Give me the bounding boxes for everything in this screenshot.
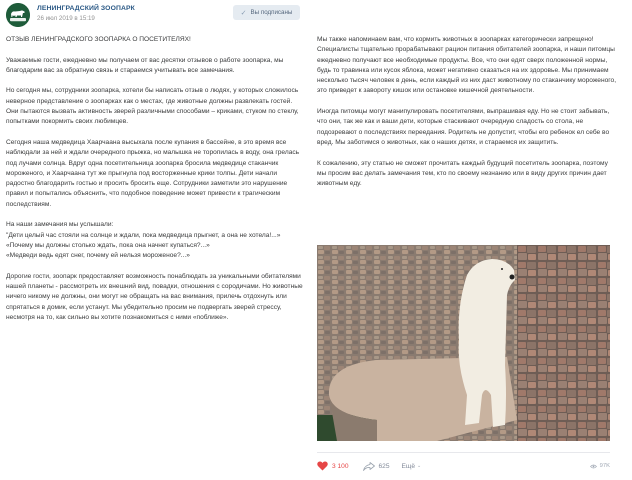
- post-paragraph: Специалисты тщательно прорабатывают рацион питания обитателей зоопарка, и наши питомцы ежедневно получают все необходимые продукты. Все, что они едят сверх положенной нормы, будь то травинка или кусок яблока, может негативно сказаться на их здоровье. Мы принимаем несколько тысяч человек в день, если каждый из них даст животному по стаканчику мороженого, это приведет к завороту кишок или остановке кишечной деятельности.: [317, 46, 617, 95]
- post-photo[interactable]: [317, 245, 610, 441]
- visitor-quote: «Медведи ведь едят снег, почему ей нельзя мороженое?...»: [6, 252, 190, 260]
- check-icon: ✓: [240, 9, 247, 17]
- like-count: 3 100: [332, 462, 349, 470]
- more-label: Ещё: [401, 462, 416, 470]
- remarks-heading: На наши замечания мы услышали:: [6, 221, 114, 229]
- views-count: 97K: [599, 463, 610, 469]
- post-text-left-column: [6, 35, 306, 334]
- visitor-quote: «Почему мы должны столько ждать, пока она начнет купаться?...»: [6, 241, 210, 249]
- visitor-quote: "Дети целый час стояли на солнце и ждали, пока медведица прыгнет, а она не хотела!...»: [6, 231, 281, 239]
- post-date[interactable]: 26 июл 2019 в 15:19: [37, 15, 95, 22]
- share-arrow-icon: [363, 462, 375, 471]
- post-paragraph: Сегодня наша медведица Хаарчаана высыхала после купания в бассейне, в это время все наблюдали за ней и ждали очередного прыжка, но малышка не торопилась в воду, она грелась под лучами солнца. Вдруг одна посетительница зоопарка бросила медведице стаканчик мороженого, и Хаарчаана тут же прыгнула под восторженные крики толпы. Дети начали радостно благодарить гостью и просить бросить еще. Сотрудники заметили это нарушение правил и попытались объяснить, что подобное поведение может привести к трагическим последствиям.: [6, 138, 300, 208]
- post-actions-bar: [317, 458, 610, 474]
- share-count: 625: [378, 462, 390, 470]
- avatar[interactable]: [6, 3, 30, 27]
- subscribed-button[interactable]: [233, 5, 300, 20]
- post-paragraph: Но сегодня мы, сотрудники зоопарка, хотели бы написать отзыв о людях, у которых сложилось неверное представление о зоопарках как о местах, где животные должны развлекать гостей. Они пытаются вызвать активность зверей различными способами – криками, стуком по стеклу, попытками покормить своих любимцев.: [6, 87, 299, 126]
- actions-divider: [317, 452, 610, 453]
- post-text-right-column: [317, 35, 617, 200]
- group-name-link[interactable]: ЛЕНИНГРАДСКИЙ ЗООПАРК: [37, 5, 135, 12]
- post-paragraph: К сожалению, эту статью не сможет прочитать каждый будущий посетитель зоопарка, поэтому мы просим вас делать замечания тем, кто по своему незнанию или в виду других причин дает животным еду.: [317, 159, 608, 188]
- eye-icon: [590, 464, 597, 469]
- subscribed-label: Вы подписаны: [250, 9, 293, 16]
- post-header: [0, 0, 632, 30]
- post-paragraph: Мы также напоминаем вам, что кормить животных в зоопарках категорически запрещено!: [317, 36, 594, 43]
- more-button[interactable]: [402, 463, 422, 470]
- views-counter: [590, 463, 610, 469]
- post-paragraph: Уважаемые гости, ежедневно мы получаем от вас десятки отзывов о работе зоопарка, мы благодарим вас за обратную связь и стараемся учитывать все замечания.: [6, 56, 284, 74]
- like-button[interactable]: [317, 461, 349, 471]
- polar-bear-photo-icon: [317, 245, 610, 441]
- post-paragraph: Иногда питомцы могут манипулировать посетителями, выпрашивая еду. Но не стоит забывать, что они, так же как и ваши дети, которые стаскивают очередную сладость со стола, не подозревают о последствиях переедания. Родитель не допустит, чтобы его ребенок ел себе во вред. Мы заботимся о животных, как о наших детях, и стараемся их защитить.: [317, 108, 610, 146]
- polar-bear-logo-icon: [6, 3, 30, 27]
- post-title: ОТЗЫВ ЛЕНИНГРАДСКОГО ЗООПАРКА О ПОСЕТИТЕЛЯХ!: [6, 36, 191, 43]
- post-paragraph: Дорогие гости, зоопарк предоставляет возможность понаблюдать за уникальными обитателями нашей планеты - рассмотреть их внешний вид, повадки, отношения с сородичами. Но животные ничего никому не должны, они могут не обращать на вас внимания, прилечь отдохнуть или спрятаться в домик, если устанут. Мы убедительно просим не подвергать зверей стрессу, несмотря на то, как сильно вы хотите познакомиться с ними «поближе».: [6, 272, 303, 322]
- heart-icon: [317, 461, 328, 471]
- share-button[interactable]: [363, 462, 390, 471]
- chevron-down-icon: ⌄: [417, 463, 422, 469]
